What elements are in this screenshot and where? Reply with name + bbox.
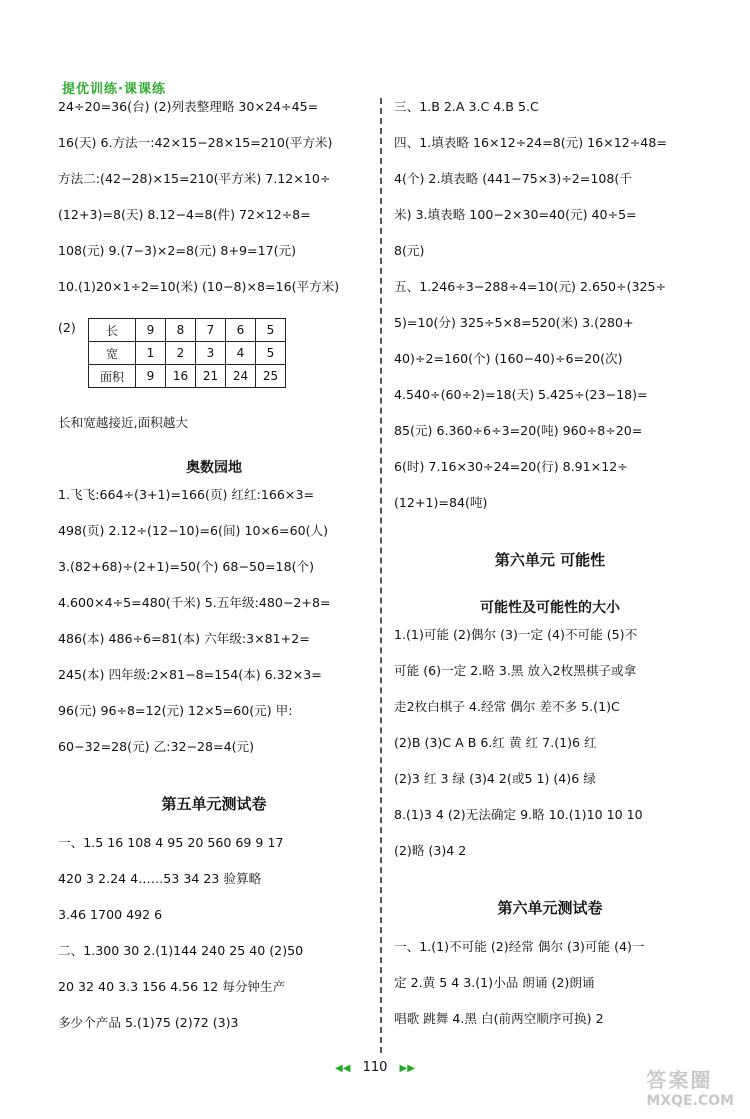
text-line: 3.(82+68)÷(2+1)=50(个) 68−50=18(个)	[58, 559, 315, 574]
text-line: 四、1.填表略 16×12÷24=8(元) 16×12÷48=	[394, 135, 667, 150]
text-line: 3.46 1700 492 6	[58, 907, 163, 922]
text-line: 可能 (6)一定 2.略 3.黑 放入2枚黑棋子或拿	[394, 663, 637, 678]
watermark-logo	[646, 1064, 734, 1109]
text-line: 420 3 2.24 4……53 34 23 验算略	[58, 871, 262, 886]
table-cell: 4	[226, 342, 256, 365]
text-line: 24÷20=36(台) (2)列表整理略 30×24÷45=	[58, 99, 319, 114]
text-line: 一、1.5 16 108 4 95 20 560 69 9 17	[58, 835, 284, 850]
watermark-text: 答案圈	[646, 1068, 713, 1092]
text-line: 5)=10(分) 325÷5×8=520(米) 3.(280+	[394, 315, 634, 330]
text-line: 96(元) 96÷8=12(元) 12×5=60(元) 甲:	[58, 703, 293, 718]
table-cell: 9	[136, 365, 166, 388]
table-row	[89, 365, 286, 388]
text-line: 长和宽越接近,面积越大	[58, 415, 188, 430]
text-line: 方法二:(42−28)×15=210(平方米) 7.12×10÷	[58, 171, 331, 186]
text-line: 三、1.B 2.A 3.C 4.B 5.C	[394, 99, 539, 114]
column-divider	[380, 98, 382, 1053]
text-line: 108(元) 9.(7−3)×2=8(元) 8+9=17(元)	[58, 243, 297, 258]
text-line: 1.(1)可能 (2)偶尔 (3)一定 (4)不可能 (5)不	[394, 627, 638, 642]
text-line: 走2枚白棋子 4.经常 偶尔 差不多 5.(1)C	[394, 699, 620, 714]
table-cell: 16	[166, 365, 196, 388]
watermark-url: MXQE.COM	[646, 1093, 734, 1109]
table-row	[89, 342, 286, 365]
table-header-cell: 宽	[89, 342, 136, 365]
section-heading: 第五单元测试卷	[161, 795, 267, 813]
text-line: 486(本) 486÷6=81(本) 六年级:3×81+2=	[58, 631, 310, 646]
text-line: 40)÷2=160(个) (160−40)÷6=20(次)	[394, 351, 623, 366]
text-line: 4(个) 2.填表略 (441−75×3)÷2=108(千	[394, 171, 632, 186]
text-line: 60−32=28(元) 乙:32−28=4(元)	[58, 739, 255, 754]
text-line: 8(元)	[394, 243, 425, 258]
table-cell: 9	[136, 319, 166, 342]
page-number: 110	[362, 1060, 388, 1075]
table-cell: 2	[166, 342, 196, 365]
text-line: (12+1)=84(吨)	[394, 495, 488, 510]
text-line: 16(天) 6.方法一:42×15−28×15=210(平方米)	[58, 135, 333, 150]
text-line: (2)3 红 3 绿 (3)4 2(或5 1) (4)6 绿	[394, 771, 596, 786]
text-line: 多少个产品 5.(1)75 (2)72 (3)3	[58, 1015, 239, 1030]
table-header-cell: 面积	[89, 365, 136, 388]
text-line: (2)B (3)C A B 6.红 黄 红 7.(1)6 红	[394, 735, 597, 750]
text-line: 8.(1)3 4 (2)无法确定 9.略 10.(1)10 10 10	[394, 807, 643, 822]
text-line: 定 2.黄 5 4 3.(1)小品 朗诵 (2)朗诵	[394, 975, 595, 990]
prev-arrow-icon: ◀◀	[335, 1063, 351, 1074]
table-cell: 1	[136, 342, 166, 365]
left-answers-block-1	[58, 98, 370, 314]
left-column	[58, 98, 370, 1050]
text-line: 85(元) 6.360÷6÷3=20(吨) 960÷8÷20=	[394, 423, 643, 438]
table-cell: 5	[256, 319, 286, 342]
text-line: 4.540÷(60÷2)=18(天) 5.425÷(23−18)=	[394, 387, 648, 402]
text-line: 二、1.300 30 2.(1)144 240 25 40 (2)50	[58, 943, 304, 958]
area-table-block	[58, 318, 370, 414]
right-answers-block-1	[394, 98, 706, 530]
section-heading: 第六单元测试卷	[497, 899, 603, 917]
table-row	[89, 319, 286, 342]
text-line: 米) 3.填表略 100−2×30=40(元) 40÷5=	[394, 207, 637, 222]
text-line: 498(页) 2.12÷(12−10)=6(间) 10×6=60(人)	[58, 523, 329, 538]
right-answers-block-2	[394, 626, 706, 878]
text-line: (12+3)=8(天) 8.12−4=8(件) 72×12÷8=	[58, 207, 311, 222]
section-heading: 奥数园地	[186, 460, 242, 476]
text-line: 1.飞飞:664÷(3+1)=166(页) 红红:166×3=	[58, 487, 315, 502]
table-cell: 25	[256, 365, 286, 388]
brand-title: 提优训练·课课练	[62, 82, 166, 97]
right-answers-block-3	[394, 938, 706, 1046]
left-answers-block-2	[58, 486, 370, 774]
table-cell: 8	[166, 319, 196, 342]
text-line: (2)略 (3)4 2	[394, 843, 467, 858]
text-line: 唱歌 跳舞 4.黑 白(前两空顺序可换) 2	[394, 1011, 604, 1026]
text-line: 245(本) 四年级:2×81−8=154(本) 6.32×3=	[58, 667, 322, 682]
table-cell: 3	[196, 342, 226, 365]
text-line: 一、1.(1)不可能 (2)经常 偶尔 (3)可能 (4)一	[394, 939, 645, 954]
left-answers-block-3	[58, 834, 370, 1050]
text-line: 10.(1)20×1÷2=10(米) (10−8)×8=16(平方米)	[58, 279, 340, 294]
section-heading: 第六单元 可能性	[494, 551, 606, 569]
text-line: 6(时) 7.16×30÷24=20(行) 8.91×12÷	[394, 459, 628, 474]
table-label: (2)	[58, 320, 76, 335]
table-cell: 6	[226, 319, 256, 342]
page-footer	[0, 1060, 750, 1075]
text-line: 20 32 40 3.3 156 4.56 12 每分钟生产	[58, 979, 286, 994]
area-table	[88, 318, 286, 388]
right-column	[394, 98, 706, 1046]
next-arrow-icon: ▶▶	[399, 1063, 415, 1074]
section-subheading: 可能性及可能性的大小	[480, 600, 620, 616]
table-cell: 21	[196, 365, 226, 388]
table-cell: 24	[226, 365, 256, 388]
table-cell: 5	[256, 342, 286, 365]
table-cell: 7	[196, 319, 226, 342]
text-line: 4.600×4÷5=480(千米) 5.五年级:480−2+8=	[58, 595, 331, 610]
text-line: 五、1.246÷3−288÷4=10(元) 2.650÷(325÷	[394, 279, 667, 294]
table-header-cell: 长	[89, 319, 136, 342]
